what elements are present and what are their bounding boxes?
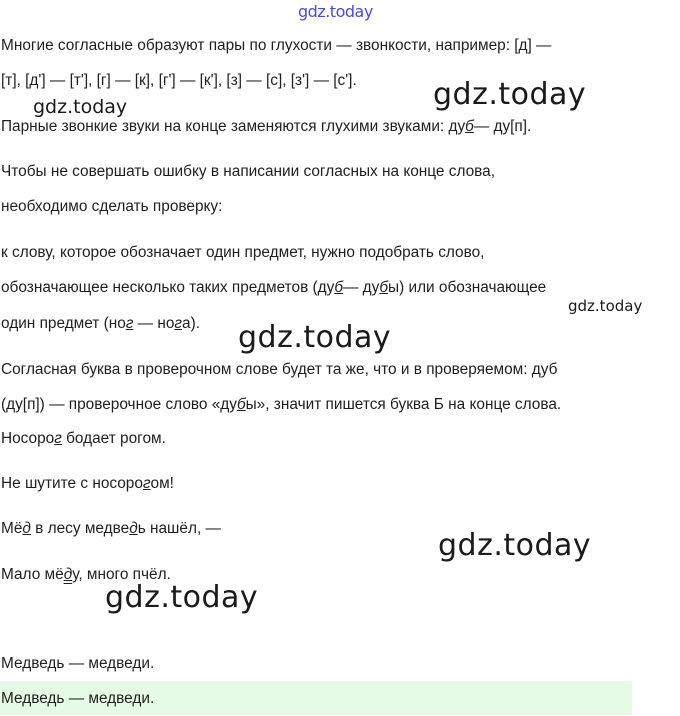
underlined-letter: б (379, 279, 389, 296)
paragraph-pairs-line2: [т], [д'] — [т'], [г] — [к], [г'] — [к'], [з] — [с], [з'] — [с']. (1, 72, 357, 89)
paragraph-rule-line2: необходимо сделать проверку: (1, 198, 223, 215)
watermark-small-1: gdz.today (568, 297, 643, 315)
underlined-letter: д (129, 520, 138, 537)
text-segment: у, много пчёл. (72, 566, 171, 583)
underlined-letter: б (334, 279, 343, 296)
underlined-letter: г (125, 315, 134, 332)
text-segment: один предмет (но (1, 315, 126, 332)
text-segment: Мало мё (1, 566, 64, 583)
sentence-rhino-1 (1, 429, 166, 449)
watermark-medium-1: gdz.today (33, 96, 128, 118)
text-segment: ы», значит пишется буква Б на конце слова. (245, 396, 562, 413)
watermark-top: gdz.today (298, 2, 373, 21)
double-underlined-letter: д (63, 566, 73, 583)
paragraph-example-line2 (1, 395, 561, 415)
watermark-large-2: gdz.today (238, 320, 392, 355)
underlined-letter: г (174, 315, 183, 332)
text-segment: обозначающее несколько таких предметов (ду (1, 279, 335, 296)
paragraph-check-line1: к слову, которое обозначает один предмет, нужно подобрать слово, (1, 244, 485, 261)
text-segment: — ду (343, 279, 380, 296)
paragraph-example-line1: Согласная буква в проверочном слове будет та же, что и в проверяемом: дуб (1, 361, 558, 378)
paragraph-check-line3 (1, 314, 200, 334)
poem-line-1 (1, 519, 221, 539)
text-segment: Не шутите с носоро (1, 475, 143, 492)
paragraph-pairs-line1: Многие согласные образуют пары по глухости — звонкости, например: [д] — (1, 37, 552, 54)
text-segment: (ду[п]) — проверочное слово «ду (1, 396, 237, 413)
underlined-letter: г (142, 475, 151, 492)
underlined-letter: г (54, 430, 62, 447)
watermark-large-1: gdz.today (433, 77, 587, 112)
text-segment: — ду[п]. (473, 118, 532, 135)
text-segment: Носоро (1, 430, 55, 447)
underlined-letter: б (236, 396, 246, 413)
text-segment: ом! (150, 475, 174, 492)
text-segment: Парные звонкие звуки на конце заменяются глухими звуками: ду (1, 118, 466, 135)
text-segment: ь нашёл, — (137, 520, 221, 537)
text-segment: бодает рогом. (61, 430, 166, 447)
answer-line: Медведь — медведи. (1, 655, 155, 672)
answer-line-highlighted: Медведь — медведи. (1, 690, 155, 707)
text-segment: в лесу медве (30, 520, 130, 537)
paragraph-rule-line1: Чтобы не совершать ошибку в написании согласных на конце слова, (1, 163, 496, 180)
text-segment: Мё (1, 520, 23, 537)
text-segment: — но (133, 315, 175, 332)
text-segment: а). (182, 315, 200, 332)
sentence-rhino-2 (1, 474, 174, 494)
underlined-letter: д (22, 520, 31, 537)
text-segment: ы) или обозначающее (388, 279, 547, 296)
watermark-large-4: gdz.today (105, 580, 259, 615)
underlined-letter: б (465, 118, 474, 135)
watermark-large-3: gdz.today (438, 528, 592, 563)
paragraph-check-line2 (1, 278, 546, 298)
paragraph-voiced-sounds (1, 117, 531, 137)
